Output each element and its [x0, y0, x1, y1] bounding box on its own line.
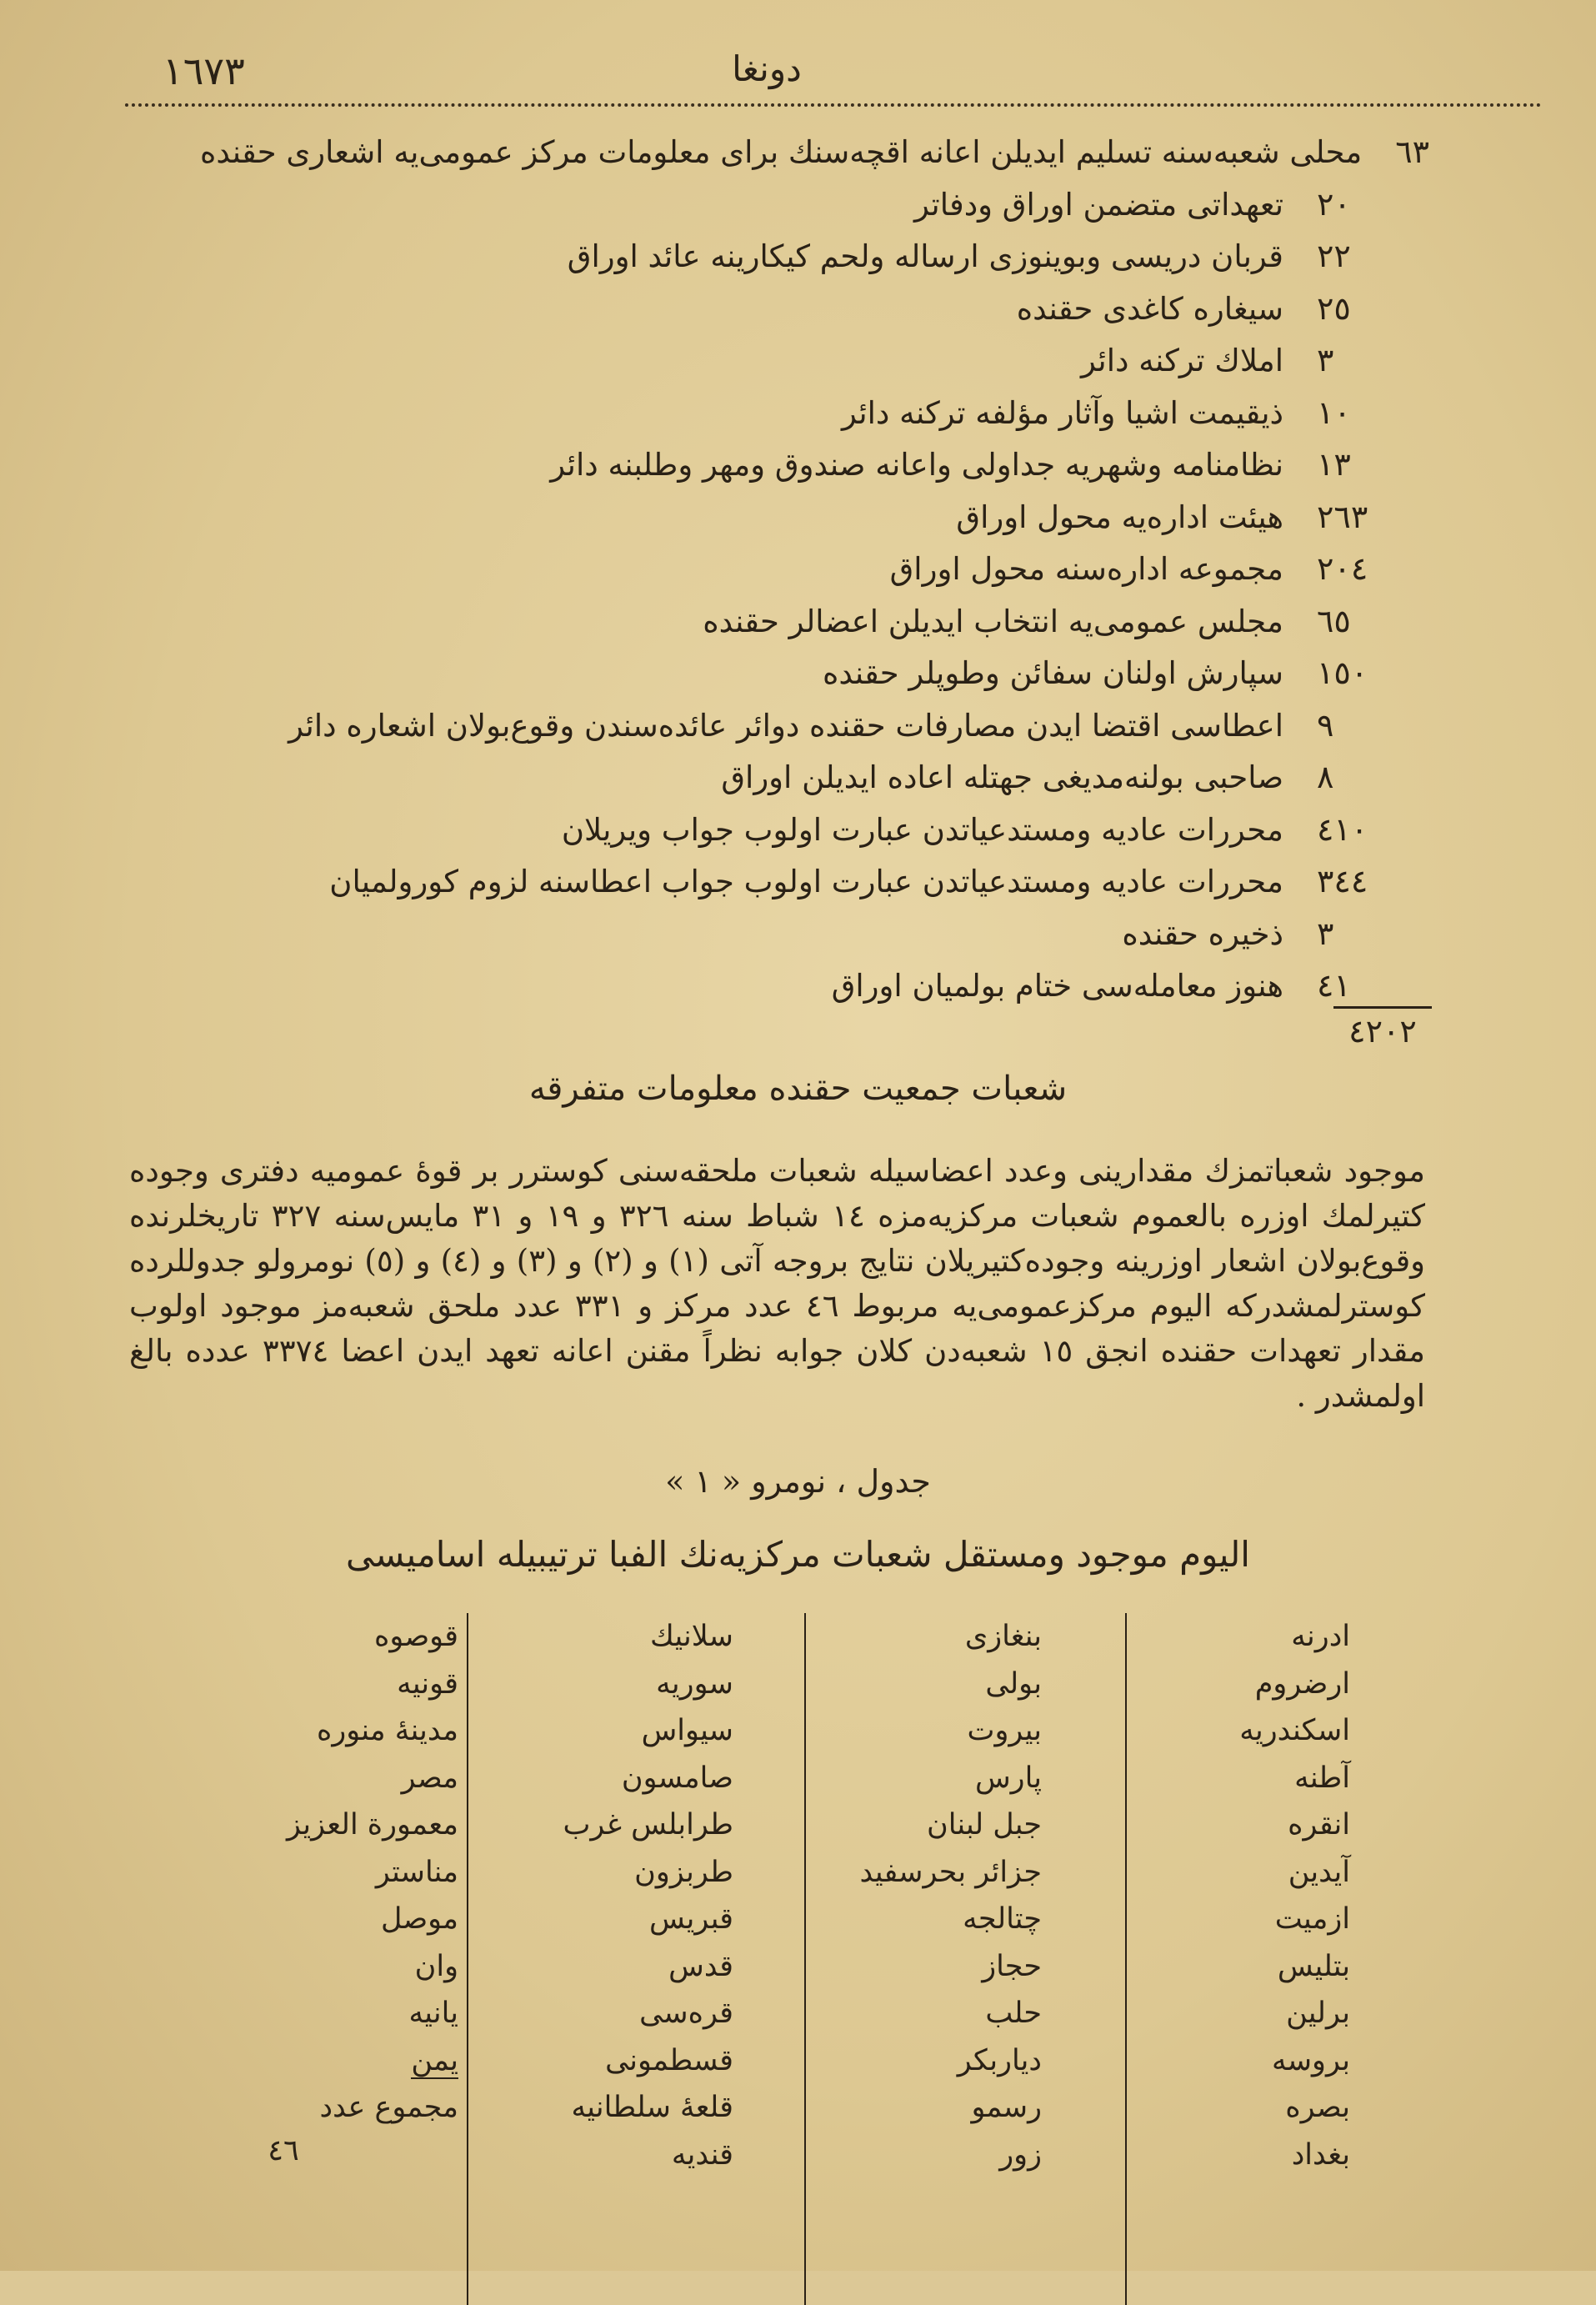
- table-title: الیوم موجود ومستقل شعبات مرکزیه‌نك الفبا ترتیبیله اسامیسی: [346, 1534, 1250, 1575]
- branch-name: حجاز: [982, 1949, 1042, 1983]
- stat-row: [200, 499, 1433, 551]
- stat-count: ٢٦٣: [1317, 498, 1368, 535]
- stat-count: ٩: [1317, 706, 1334, 744]
- stat-row: [200, 550, 1433, 603]
- stat-description: ذیقیمت اشیا وآثار مؤلفه ترکنه دائر: [841, 394, 1283, 431]
- stat-count: ٨: [1317, 759, 1334, 795]
- stat-row: [200, 967, 1433, 1020]
- sum-rule: [1333, 1006, 1432, 1009]
- section-heading: شعبات جمعیت حقنده معلومات متفرقه: [528, 1070, 1068, 1108]
- stat-count: ١٠: [1317, 393, 1351, 431]
- branch-name: یانیه: [408, 1997, 458, 2030]
- stat-description: املاك ترکنه دائر: [1081, 343, 1283, 378]
- grand-total: ٤٢٠٢: [1348, 1013, 1417, 1050]
- stat-count: ٤١: [1317, 967, 1351, 1004]
- branch-name: بتلیس: [1277, 1949, 1350, 1983]
- branch-name: زور: [999, 2137, 1042, 2172]
- stat-count: ٦٣: [1395, 133, 1430, 170]
- stat-row: [200, 759, 1433, 811]
- stat-row: [200, 133, 1433, 186]
- running-title: دونغا: [732, 48, 802, 89]
- stat-row: [200, 394, 1433, 447]
- stat-description: محلی شعبه‌سنه تسلیم ایدیلن اعانه اقچه‌سنك برای معلومات مرکز عمومی‌یه اشعاری حقنده: [200, 134, 1363, 170]
- stat-count: ٢٢: [1317, 238, 1351, 274]
- stat-count: ٢٠٤: [1317, 550, 1368, 587]
- stat-count: ٣٤٤: [1317, 863, 1368, 899]
- branch-name: قونیه: [397, 1666, 458, 1701]
- stat-row: [200, 915, 1433, 968]
- branch-name: چتالجه: [963, 1902, 1042, 1936]
- stat-description: هنوز معامله‌سی ختام بولمیان اوراق: [831, 968, 1283, 1004]
- stat-description: نظامنامه وشهریه جداولی واعانه صندوق ومهر وطلبنه دائر: [550, 447, 1283, 483]
- branch-name: ادرنه: [1291, 1620, 1350, 1653]
- stat-row: [200, 707, 1433, 759]
- branch-name: قدس: [668, 1949, 733, 1983]
- branch-name: قبریس: [649, 1902, 733, 1936]
- stat-description: محررات عادیه ومستدعیاتدن عبارت اولوب جواب اعطاسنه لزوم کورولمیان: [329, 864, 1283, 899]
- branch-name: رسمو: [971, 2091, 1042, 2124]
- branch-name: سیواس: [641, 1714, 733, 1747]
- stat-count: ٦٥: [1317, 602, 1351, 639]
- branch-name: وان: [414, 1949, 458, 1983]
- branch-name: موصل: [380, 1902, 458, 1936]
- page-number: ١٦٧٣: [163, 48, 245, 93]
- stat-description: سپارش اولنان سفائن وطوپلر حقنده: [823, 655, 1283, 691]
- branch-name: مدینهٔ منوره: [317, 1714, 458, 1747]
- stat-description: سیغاره کاغدی حقنده: [1016, 290, 1283, 327]
- branch-column: [1083, 1613, 1350, 2178]
- branch-name: اسکندریه: [1239, 1714, 1350, 1747]
- stat-row: [200, 603, 1433, 655]
- stat-description: محررات عادیه ومستدعیاتدن عبارت اولوب جواب ویریلان: [561, 811, 1283, 848]
- stat-count: ٣: [1317, 914, 1334, 952]
- branch-name: دیاربکر: [957, 2043, 1042, 2077]
- branch-name: قوصوه: [374, 1620, 458, 1653]
- branch-name: جبل لبنان: [927, 1808, 1042, 1841]
- stat-row: [200, 186, 1433, 238]
- stat-row: [200, 342, 1433, 394]
- stat-row: [200, 238, 1433, 290]
- branch-name: مناستر: [375, 1855, 458, 1889]
- branch-name: سوریه: [656, 1666, 733, 1701]
- stat-description: تعهداتی متضمن اوراق ودفاتر: [914, 186, 1283, 223]
- stat-count: ٢٠: [1317, 185, 1351, 223]
- branch-column: [775, 1613, 1042, 2178]
- stat-description: مجموعه اداره‌سنه محول اوراق: [889, 551, 1283, 587]
- branch-name: بنغازی: [964, 1620, 1042, 1653]
- stat-count: ٤١٠: [1317, 810, 1368, 848]
- branch-name: جزائر بحرسفید: [859, 1855, 1042, 1889]
- total-value: ٤٦: [268, 2134, 299, 2167]
- stat-count: ١٣: [1317, 446, 1351, 483]
- stat-description: صاحبی بولنه‌مدیغی جهتله اعاده ایدیلن اوراق: [721, 759, 1283, 795]
- stat-count: ٣: [1317, 342, 1334, 378]
- branch-name: انقره: [1288, 1808, 1350, 1841]
- branch-name: قسطمونی: [605, 2043, 733, 2077]
- branch-name: بغداد: [1291, 2137, 1350, 2172]
- stat-description: هیئت اداره‌یه محول اوراق: [956, 499, 1283, 535]
- stat-description: اعطاسی اقتضا ایدن مصارفات حقنده دوائر عائده‌سندن وقوع‌بولان اشعاره دائر: [288, 707, 1283, 744]
- stat-description: مجلس عمومی‌یه انتخاب ایدیلن اعضالر حقنده: [703, 603, 1283, 639]
- branch-name: معمورة العزیز: [287, 1808, 458, 1841]
- branch-column: [467, 1613, 733, 2178]
- stat-row: [200, 654, 1433, 707]
- branch-name: مصر: [401, 1761, 458, 1795]
- statistics-list: [200, 133, 1433, 1020]
- branch-name: قره‌سی: [639, 1997, 733, 2030]
- branch-name: طرابلس غرب: [563, 1808, 733, 1841]
- branch-name: ارضروم: [1254, 1666, 1350, 1701]
- branch-name: ازمیت: [1274, 1902, 1350, 1936]
- branch-name: طربزون: [634, 1855, 733, 1889]
- header-divider: [125, 103, 1542, 107]
- branch-name: بروسه: [1271, 2043, 1350, 2077]
- stat-row: [200, 290, 1433, 343]
- branch-name-text: یمن: [411, 2043, 458, 2077]
- stat-count: ٢٥: [1317, 289, 1351, 327]
- branch-name: بیروت: [967, 1714, 1042, 1747]
- branch-name: قندیه: [671, 2137, 733, 2172]
- stat-row: [200, 863, 1433, 915]
- stat-description: ذخیره حقنده: [1122, 915, 1283, 952]
- body-paragraph: موجود شعباتمزك مقدارینی وعدد اعضاسیله شعبات ملحقه‌سنی کوسترر بر قوهٔ عمومیه دفتری وجوده کتیرلمك اوزره بالعموم شعبات مرکزیه‌مزه ١٤ شباط سنه ٣٢٦ و ١٩ و ٣١ مایس‌سنه ٣٢٧ تاریخلرنده وقوع‌بولان اشعار اوزرینه وجوده‌کتیریلان نتایج بروجه آتی (١) و (٢) و (٣) و (٤) و (٥) نومرولو جدوللرده کوسترلمشدرکه الیوم مرکزعمومی‌یه مربوط ٤٦ عدد مرکز و ٣٣١ عدد ملحق شعبه‌مز موجود اولوب مقدار تعهدات حقنده انجق ١٥ شعبه‌دن کلان جوابه نظراً مقنن اعانه تعهد ایدن اعضا ٣٣٧٤ عدده بالغ اولمشدر .: [129, 1153, 1426, 1414]
- branch-name: حلب: [985, 1997, 1042, 2030]
- branch-name: برلین: [1286, 1997, 1350, 2030]
- branch-name: بصره: [1285, 2091, 1350, 2124]
- branch-column: [192, 1613, 458, 2132]
- table-caption: جدول ، نومرو « ١ »: [665, 1463, 931, 1500]
- branch-name: صامسون: [621, 1761, 733, 1795]
- branch-name: آیدین: [1288, 1855, 1350, 1889]
- stat-count: ١٥٠: [1317, 654, 1368, 691]
- stat-description: قربان دریسی وبوینوزی ارساله ولحم کیکارینه عائد اوراق: [567, 238, 1283, 274]
- branch-name: آطنه: [1294, 1761, 1350, 1795]
- stat-row: [200, 446, 1433, 499]
- branch-name: پارس: [974, 1761, 1042, 1795]
- branch-name: سلانیك: [649, 1620, 733, 1653]
- stat-row: [200, 811, 1433, 864]
- branch-name: قلعهٔ سلطانیه: [571, 2091, 733, 2124]
- branch-name: بولی: [985, 1666, 1042, 1701]
- page-header: [125, 48, 1408, 98]
- branch-name: [192, 2037, 458, 2085]
- total-label: مجموع عدد: [319, 2091, 458, 2124]
